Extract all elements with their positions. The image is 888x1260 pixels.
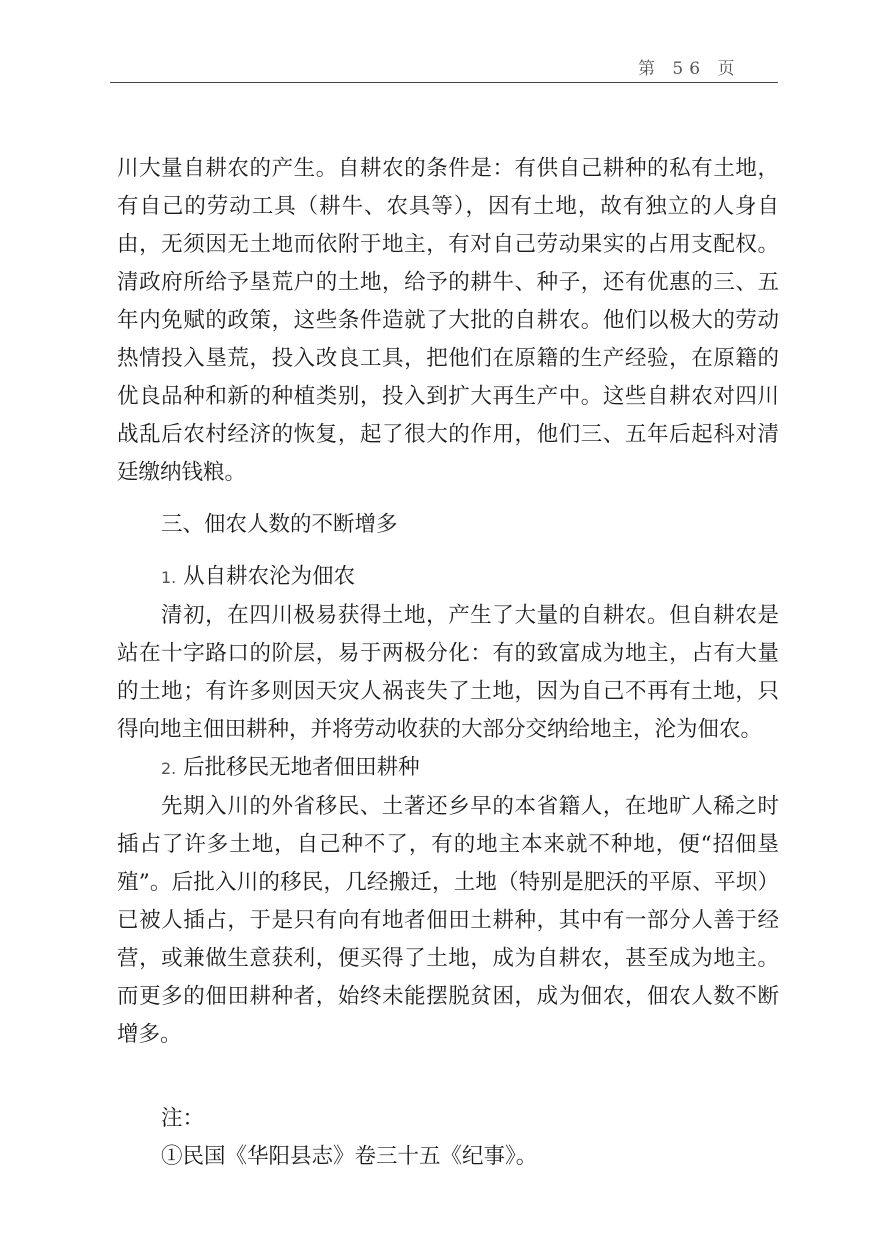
- notes-label: 注：: [161, 1106, 205, 1131]
- subsection-2-title: 后批移民无地者佃田耕种: [183, 755, 420, 780]
- subsection-2-heading: [117, 749, 779, 788]
- spacer: [117, 492, 779, 506]
- spacer: [117, 544, 779, 558]
- subsection-1-number: 1.: [161, 568, 177, 587]
- body-paragraph-2: 清初，在四川极易获得土地，产生了大量的自耕农。但自耕农是站在十字路口的阶层，易于两极分化：有的致富成为地主，占有大量的土地；有许多则因天灾人祸丧失了土地，因为自己不再有土地，只得向地主佃田耕种，并将劳动收获的大部分交纳给地主，沦为佃农。: [117, 603, 779, 742]
- section-3-heading: 三、佃农人数的不断增多: [161, 512, 398, 537]
- body-paragraph-3: 先期入川的外省移民、土著还乡早的本省籍人，在地旷人稀之时插占了许多土地，自己种不了，有的地主本来就不种地，便“招佃垦殖”。后批入川的移民，几经搬迁，土地（特别是肥沃的平原、平坝）已被人插占，于是只有向有地者佃田土耕种，其中有一部分人善于经营，或兼做生意获利，便买得了土地，成为自耕农，甚至成为地主。而更多的佃田耕种者，始终未能摆脱贫困，成为佃农，佃农人数不断增多。: [117, 794, 779, 1047]
- spacer: [117, 1054, 779, 1100]
- body-paragraph-1: 川大量自耕农的产生。自耕农的条件是：有供自己耕种的私有土地，有自己的劳动工具（耕牛、农具等），因有土地，故有独立的人身自由，无须因无土地而依附于地主，有对自己劳动果实的占用支配权。清政府所给予垦荒户的土地，给予的耕牛、种子，还有优惠的三、五年内免赋的政策，这些条件造就了大批的自耕农。他们以极大的劳动热情投入垦荒，投入改良工具，把他们在原籍的生产经验，在原籍的优良品种和新的种植类别，投入到扩大再生产中。这些自耕农对四川战乱后农村经济的恢复，起了很大的作用，他们三、五年后起科对清廷缴纳钱粮。: [117, 156, 779, 485]
- footnote-1: ①民国《华阳县志》卷三十五《纪事》。: [161, 1144, 538, 1169]
- page-number: 第 56 页: [638, 59, 741, 79]
- page-content: [117, 150, 779, 1176]
- header-rule: [110, 82, 778, 83]
- subsection-1-heading: [117, 558, 779, 597]
- subsection-1-title: 从自耕农沦为佃农: [183, 564, 356, 589]
- page-header: [0, 0, 888, 84]
- subsection-2-number: 2.: [161, 759, 177, 778]
